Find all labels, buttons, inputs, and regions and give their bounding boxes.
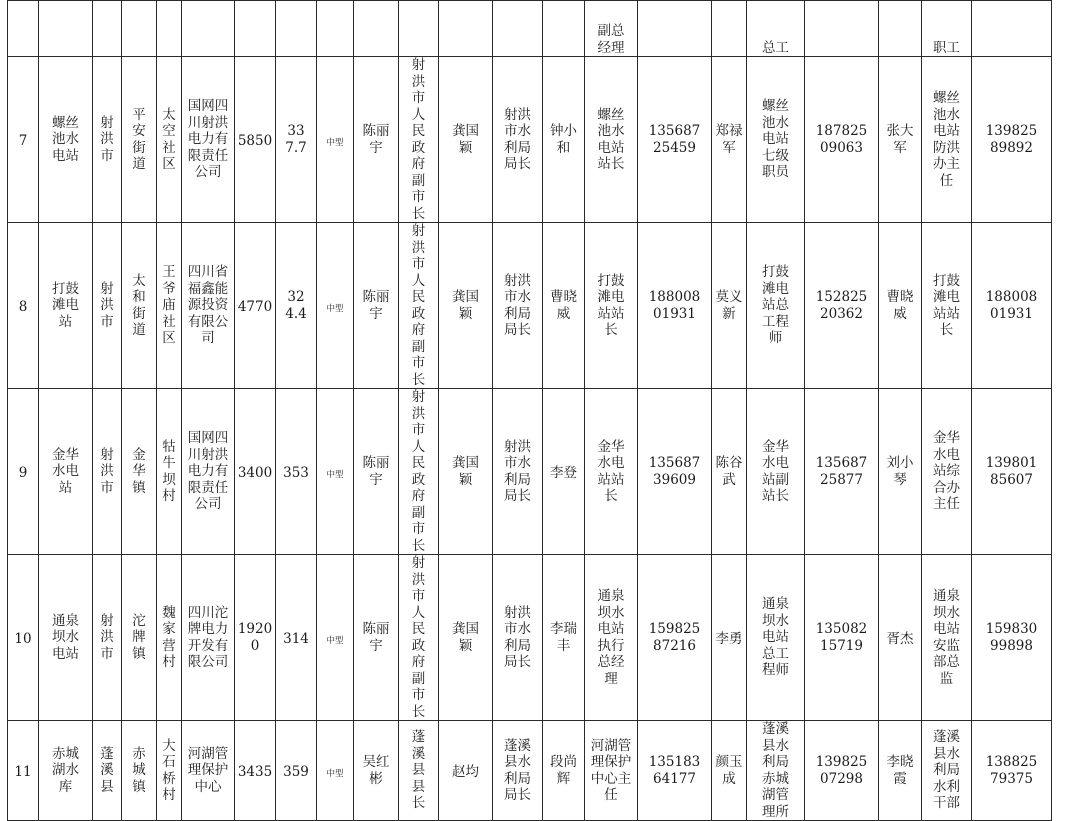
cell-water-title: 蓬溪县水利局局长 (493, 721, 543, 821)
cell-staff-title: 金华水电站综合办主任 (922, 389, 972, 555)
cell-scale: 中型 (317, 555, 354, 721)
cell-scale: 中型 (317, 57, 354, 223)
cell-plant-phone: 13568739609 (638, 389, 712, 555)
cell-scale: 中型 (317, 389, 354, 555)
cell-head: 324.4 (276, 223, 317, 389)
cell-tech-person: 颜玉成 (712, 721, 747, 821)
cell-tech-person: 李勇 (712, 555, 747, 721)
cell-plant-title: 打鼓滩电站站长 (585, 223, 638, 389)
cell-head: 314 (276, 555, 317, 721)
cell-water-person: 龚国颖 (439, 389, 493, 555)
cell-tech-person: 莫义新 (712, 223, 747, 389)
cell-owner: 河湖管理保护中心 (182, 721, 235, 821)
table-row (8, 555, 1052, 721)
cell-gov-person: 吴红彬 (354, 721, 399, 821)
cell-gov-person: 陈丽宇 (354, 555, 399, 721)
cell-tech-title: 螺丝池水电站七级职员 (747, 57, 805, 223)
cell-village: 牯牛坝村 (157, 389, 182, 555)
cell-head: 353 (276, 389, 317, 555)
cell-staff-person: 胥杰 (879, 555, 922, 721)
cell-water-person: 龚国颖 (439, 57, 493, 223)
cell-tech-title: 金华水电站副站长 (747, 389, 805, 555)
partial-staff-title: 职工 (933, 39, 960, 56)
cell-village: 王爷庙社区 (157, 223, 182, 389)
cell-plant-title: 河湖管理保护中心主任 (585, 721, 638, 821)
cell-tech-phone: 18782509063 (805, 57, 879, 223)
cell-capacity: 19200 (235, 555, 276, 721)
table-row (8, 57, 1052, 223)
cell-staff-phone: 15983099898 (972, 555, 1052, 721)
cell-county: 射洪市 (93, 389, 122, 555)
table-row-partial (8, 1, 1052, 57)
cell-no: 7 (8, 57, 39, 223)
cell-town: 平安街道 (122, 57, 157, 223)
cell-staff-title: 通泉坝水电站安监部总监 (922, 555, 972, 721)
cell-gov-title: 蓬溪县县长 (399, 721, 439, 821)
cell-scale: 中型 (317, 721, 354, 821)
cell-plant-title: 通泉坝水电站执行总经理 (585, 555, 638, 721)
cell-no: 10 (8, 555, 39, 721)
cell-gov-title: 射洪市人民政府副市长 (399, 57, 439, 223)
cell-town: 太和街道 (122, 223, 157, 389)
cell-tech-person: 陈谷武 (712, 389, 747, 555)
cell-gov-person: 陈丽宇 (354, 389, 399, 555)
cell-tech-phone: 13508215719 (805, 555, 879, 721)
partial-tech-title: 总工 (762, 39, 789, 56)
cell-plant-person: 段尚辉 (543, 721, 585, 821)
cell-gov-title: 射洪市人民政府副市长 (399, 223, 439, 389)
cell-station-name: 金华水电站 (39, 389, 93, 555)
table-row (8, 223, 1052, 389)
cell-staff-phone: 13882579375 (972, 721, 1052, 821)
cell-staff-person: 张大军 (879, 57, 922, 223)
cell-no: 11 (8, 721, 39, 821)
cell-plant-phone: 13568725459 (638, 57, 712, 223)
cell-staff-person: 刘小琴 (879, 389, 922, 555)
cell-owner: 国网四川射洪电力有限责任公司 (182, 57, 235, 223)
cell-village: 魏家营村 (157, 555, 182, 721)
cell-no: 8 (8, 223, 39, 389)
cell-county: 射洪市 (93, 57, 122, 223)
cell-station-name: 打鼓滩电站 (39, 223, 93, 389)
cell-water-title: 射洪市水利局局长 (493, 555, 543, 721)
table-row (8, 389, 1052, 555)
cell-water-person: 龚国颖 (439, 555, 493, 721)
cell-tech-phone: 13982507298 (805, 721, 879, 821)
cell-plant-phone: 18800801931 (638, 223, 712, 389)
cell-capacity: 4770 (235, 223, 276, 389)
table-row (8, 721, 1052, 821)
cell-staff-person: 李晓霞 (879, 721, 922, 821)
cell-town: 金华镇 (122, 389, 157, 555)
cell-plant-person: 钟小和 (543, 57, 585, 223)
cell-scale: 中型 (317, 223, 354, 389)
cell-head: 359 (276, 721, 317, 821)
cell-water-title: 射洪市水利局局长 (493, 389, 543, 555)
cell-water-title: 射洪市水利局局长 (493, 223, 543, 389)
cell-no: 9 (8, 389, 39, 555)
cell-water-person: 赵均 (439, 721, 493, 821)
cell-staff-title: 螺丝池水电站防洪办主任 (922, 57, 972, 223)
cell-plant-title: 金华水电站站长 (585, 389, 638, 555)
cell-plant-phone: 13518364177 (638, 721, 712, 821)
cell-plant-person: 曹晓威 (543, 223, 585, 389)
cell-gov-title: 射洪市人民政府副市长 (399, 555, 439, 721)
cell-county: 射洪市 (93, 223, 122, 389)
cell-plant-title: 螺丝池水电站站长 (585, 57, 638, 223)
cell-station-name: 螺丝池水电站 (39, 57, 93, 223)
cell-tech-title: 通泉坝水电站总工程师 (747, 555, 805, 721)
cell-tech-title: 打鼓滩电站总工程师 (747, 223, 805, 389)
hydropower-contact-table (7, 0, 1052, 821)
cell-tech-person: 郑禄军 (712, 57, 747, 223)
cell-capacity: 3435 (235, 721, 276, 821)
cell-gov-person: 陈丽宇 (354, 223, 399, 389)
cell-gov-person: 陈丽宇 (354, 57, 399, 223)
cell-town: 沱牌镇 (122, 555, 157, 721)
cell-station-name: 通泉坝水电站 (39, 555, 93, 721)
cell-capacity: 3400 (235, 389, 276, 555)
cell-plant-person: 李瑞丰 (543, 555, 585, 721)
cell-staff-phone: 13982589892 (972, 57, 1052, 223)
cell-plant-person: 李登 (543, 389, 585, 555)
cell-head: 337.7 (276, 57, 317, 223)
cell-station-name: 赤城湖水库 (39, 721, 93, 821)
cell-owner: 四川省福鑫能源投资有限公司 (182, 223, 235, 389)
partial-plant-title: 副总经理 (597, 23, 625, 56)
cell-staff-title: 蓬溪县水利局水利干部 (922, 721, 972, 821)
cell-staff-phone: 13980185607 (972, 389, 1052, 555)
cell-capacity: 5850 (235, 57, 276, 223)
cell-water-person: 龚国颖 (439, 223, 493, 389)
cell-staff-title: 打鼓滩电站站长 (922, 223, 972, 389)
cell-village: 太空社区 (157, 57, 182, 223)
cell-owner: 国网四川射洪电力有限责任公司 (182, 389, 235, 555)
cell-staff-phone: 18800801931 (972, 223, 1052, 389)
cell-tech-title: 蓬溪县水利局赤城湖管理所 (747, 721, 805, 821)
cell-plant-phone: 15982587216 (638, 555, 712, 721)
cell-village: 大石桥村 (157, 721, 182, 821)
cell-county: 射洪市 (93, 555, 122, 721)
cell-water-title: 射洪市水利局局长 (493, 57, 543, 223)
cell-town: 赤城镇 (122, 721, 157, 821)
cell-staff-person: 曹晓威 (879, 223, 922, 389)
cell-county: 蓬溪县 (93, 721, 122, 821)
cell-owner: 四川沱牌电力开发有限公司 (182, 555, 235, 721)
cell-tech-phone: 13568725877 (805, 389, 879, 555)
cell-tech-phone: 15282520362 (805, 223, 879, 389)
cell-gov-title: 射洪市人民政府副市长 (399, 389, 439, 555)
